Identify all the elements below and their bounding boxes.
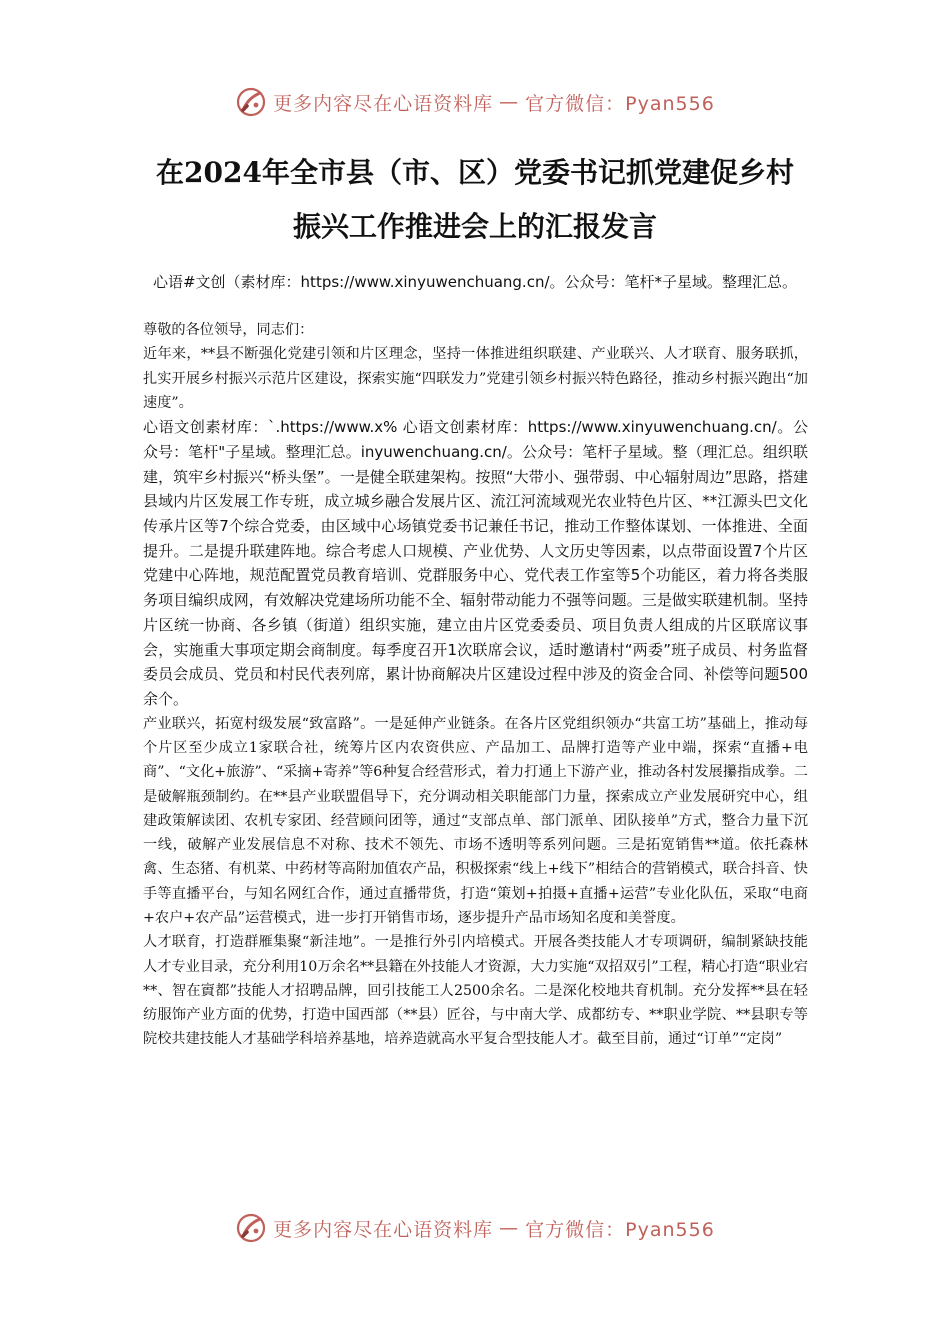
watermark-contact: 官方微信：Pyan556 [525, 1218, 715, 1241]
salutation-paragraph: 尊敬的各位领导，同志们： [143, 322, 314, 338]
watermark-text: 更多内容尽在心语资料库 [273, 92, 494, 115]
source-note: 心语#文创（素材库：https://www.xinyuwenchuang.cn/。公众号：笔杆*子星域。整理汇总。 [152, 273, 798, 291]
watermark-header [0, 86, 950, 118]
document-body [143, 318, 808, 1052]
watermark-text: 更多内容尽在心语资料库 [273, 1218, 494, 1241]
watermark-separator: — [499, 91, 520, 113]
title-line-1: 在2024年全市县（市、区）党委书记抓党建促乡村 [156, 156, 794, 189]
watermark-contact: 官方微信：Pyan556 [525, 92, 715, 115]
watermark-separator: — [499, 1217, 520, 1239]
watermark-footer [0, 1212, 950, 1244]
organization-paragraph: 心语文创素材库：`.https://www.x% 心语文创素材库：https://www.xinyuwenchuang.cn/。公众号：笔杆"子星域。整理汇总。inyuwenchuang.cn/。公众号：笔杆子星域。整（理汇总。组织联建，筑牢乡村振兴“桥头堡”。一是健全联建架构。按照“大带小、强带弱、中心辐射周边”思路，搭建县域内片区发展工作专班，成立城乡融合发展片区、流江河流域观光农业特色片区、**江源头巴文化传承片区等7个综合党委，由区域中心场镇党委书记兼任书记，推动工作整体谋划、一体推进、全面提升。二是提升联建阵地。综合考虑人口规模、产业优势、人文历史等因素，以点带面设置7个片区党建中心阵地，规范配置党员教育培训、党群服务中心、党代表工作室等5个功能区，着力将各类服务项目编织成网，有效解决党建场所功能不全、辐射带动能力不强等问题。三是做实联建机制。坚持片区统一协商、各乡镇（街道）组织实施，建立由片区党委委员、项目负责人组成的片区联席议事会，实施重大事项定期会商制度。每季度召开1次联席会议，适时邀请村“两委”班子成员、村务监督委员会成员、党员和村民代表列席，累计协商解决片区建设过程中涉及的资金合同、补偿等问题500余个。 [143, 418, 808, 708]
title-line-2: 振兴工作推进会上的汇报发言 [292, 210, 657, 243]
document-title [0, 146, 950, 254]
brush-logo-icon [235, 86, 267, 118]
intro-paragraph: 近年来，**县不断强化党建引领和片区理念，坚持一体推进组织联建、产业联兴、人才联育、服务联抓，扎实开展乡村振兴示范片区建设，探索实施“四联发力”党建引领乡村振兴特色路径，推动乡村振兴跑出“加速度”。 [143, 346, 808, 411]
industry-paragraph: 产业联兴，拓宽村级发展“致富路”。一是延伸产业链条。在各片区党组织领办“共富工坊”基础上，推动每个片区至少成立1家联合社，统筹片区内农资供应、产品加工、品牌打造等产业中端，探索“直播+电商”、“文化+旅游”、“采摘+寄养”等6种复合经营形式，着力打通上下游产业，推动各村发展攥指成拳。二是破解瓶颈制约。在**县产业联盟倡导下，充分调动相关职能部门力量，探索成立产业发展研究中心，组建政策解读团、农机专家团、经营顾问团等，通过“支部点单、部门派单、团队接单”方式，整合力量下沉一线，破解产业发展信息不对称、技术不领先、市场不透明等系列问题。三是拓宽销售**道。依托森林禽、生态猪、有机菜、中药材等高附加值农产品，积极探索“线上+线下”相结合的营销模式，联合抖音、快手等直播平台，与知名网红合作，通过直播带货，打造“策划+拍摄+直播+运营”专业化队伍，采取“电商+农户+农产品”运营模式，进一步打开销售市场，逐步提升产品市场知名度和美誉度。 [143, 715, 808, 926]
brush-logo-icon [235, 1212, 267, 1244]
talent-paragraph: 人才联育，打造群雁集聚“新洼地”。一是推行外引内培模式。开展各类技能人才专项调研，编制紧缺技能人才专业目录，充分利用10万余名**县籍在外技能人才资源，大力实施“双招双引”工程，精心打造“职业宕**、智在賨都”技能人才招聘品牌，回引技能工人2500余名。二是深化校地共育机制。充分发挥**县在轻纺服饰产业方面的优势，打造中国西部（**县）匠谷，与中南大学、成都纺专、**职业学院、**县职专等院校共建技能人才基础学科培养基地，培养造就高水平复合型技能人才。截至目前，通过“订单”“定岗” [143, 934, 808, 1048]
